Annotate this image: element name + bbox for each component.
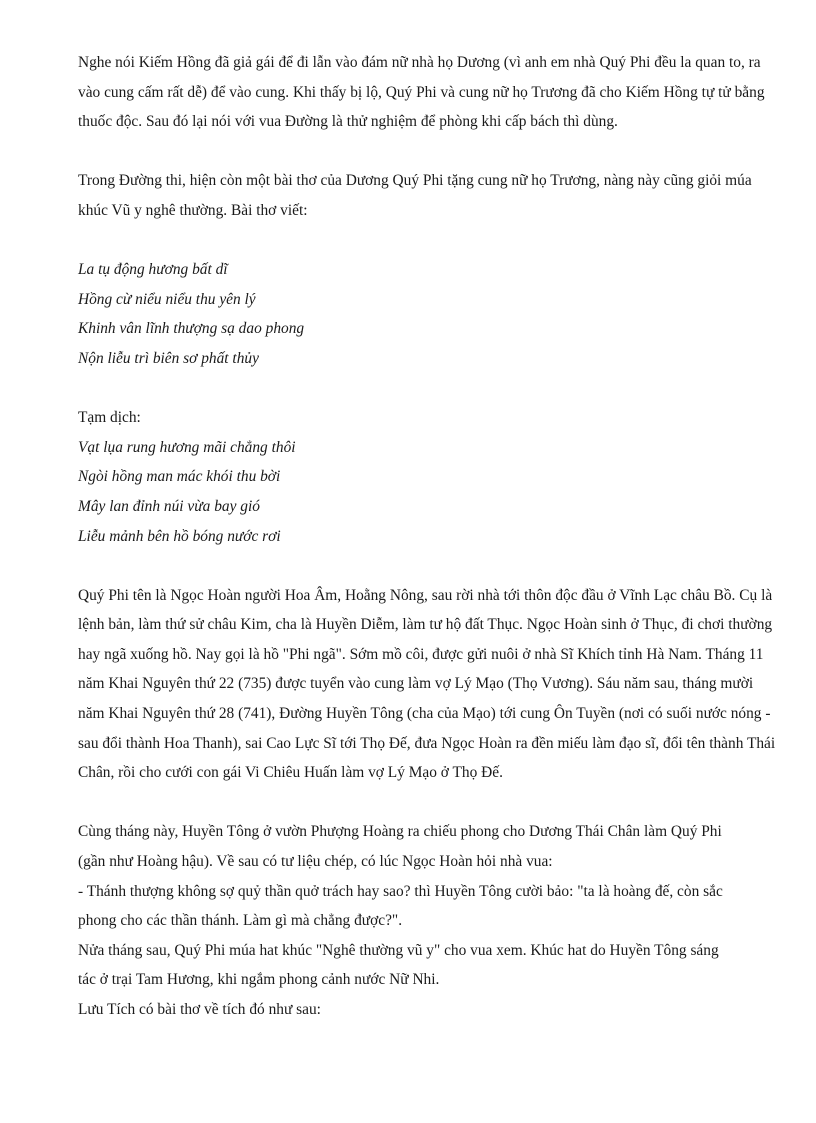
paragraph-ngoc-hoan-bio: Quý Phi tên là Ngọc Hoàn người Hoa Âm, Hoằng Nông, sau rời nhà tới thôn độc đầu ở Vĩnh Lạc châu Bồ. Cụ là lệnh bản, làm thứ sử châu Kim, cha là Huyền Diễm, làm tư hộ đất Thục. Ngọc Hoàn sinh ở Thục, đi chơi thường hay ngã xuống hồ. Nay gọi là hồ "Phi ngã". Sớm mồ côi, được gửi nuôi ở nhà Sĩ Khích tỉnh Hà Nam. Tháng 11 năm Khai Nguyên thứ 22 (735) được tuyển vào cung làm vợ Lý Mạo (Thọ Vương). Sáu năm sau, tháng mười năm Khai Nguyên thứ 28 (741), Đường Huyền Tông (cha của Mạo) tới cung Ôn Tuyền (nơi có suối nước nóng - sau đổi thành Hoa Thanh), sai Cao Lực Sĩ tới Thọ Đế, đưa Ngọc Hoàn ra đền miếu làm đạo sĩ, đổi tên thành Thái Chân, rồi cho cưới con gái Vi Chiêu Huấn làm vợ Lý Mạo ở Thọ Đế. bbox=[78, 586, 776, 782]
text-line: tác ở trại Tam Hương, khi ngắm phong cảnh nước Nữ Nhi. bbox=[78, 971, 440, 989]
text-line: (gần như Hoàng hậu). Về sau có tư liệu chép, có lúc Ngọc Hoàn hỏi nhà vua: bbox=[78, 853, 553, 871]
document-page bbox=[78, 48, 778, 1025]
poem-original-line: La tụ động hương bất dĩ bbox=[78, 261, 228, 279]
poem-original-line: Khinh vân lĩnh thượng sạ dao phong bbox=[78, 320, 305, 338]
poem-original-line: Hồng cừ niểu niểu thu yên lý bbox=[78, 290, 256, 308]
text-line: Cùng tháng này, Huyền Tông ở vườn Phượng Hoàng ra chiếu phong cho Dương Thái Chân làm Quý Phi bbox=[78, 823, 722, 841]
paragraph-duong-thi: Trong Đường thi, hiện còn một bài thơ của Dương Quý Phi tặng cung nữ họ Trương, nàng này cũng giỏi múa khúc Vũ y nghê thường. Bài thơ viết: bbox=[78, 172, 752, 219]
paragraph-kiem-hong: Nghe nói Kiếm Hồng đã giả gái để đi lẫn vào đám nữ nhà họ Dương (vì anh em nhà Quý Phi đều la quan to, ra vào cung cấm rất dễ) để vào cung. Khi thấy bị lộ, Quý Phi và cung nữ họ Trương đã cho Kiếm Hồng tự tử bằng thuốc độc. Sau đó lại nói với vua Đường là thử nghiệm để phòng khi cấp bách thì dùng. bbox=[78, 54, 765, 131]
poem-translation-block bbox=[78, 403, 778, 551]
poem-translation-line: Ngòi hồng man mác khói thu bời bbox=[78, 468, 281, 486]
text-line: Lưu Tích có bài thơ về tích đó như sau: bbox=[78, 1001, 321, 1018]
poem-translation-line: Mây lan đỉnh núi vừa bay gió bbox=[78, 497, 260, 515]
translation-label: Tạm dịch: bbox=[78, 409, 141, 427]
poem-original bbox=[78, 255, 778, 373]
text-line: phong cho các thần thánh. Làm gì mà chẳng được?". bbox=[78, 912, 403, 930]
poem-translation-line: Vạt lụa rung hương mãi chẳng thôi bbox=[78, 438, 296, 456]
text-line: - Thánh thượng không sợ quỷ thần quở trách hay sao? thì Huyền Tông cười bảo: "ta là hoàng đế, còn sắc bbox=[78, 882, 723, 900]
poem-translation-line: Liễu mảnh bên hồ bóng nước rơi bbox=[78, 527, 281, 545]
paragraph-quy-phi-coronation bbox=[78, 817, 778, 1024]
poem-original-line: Nộn liễu trì biên sơ phất thủy bbox=[78, 349, 259, 367]
text-line: Nửa tháng sau, Quý Phi múa hat khúc "Nghê thường vũ y" cho vua xem. Khúc hat do Huyền Tông sáng bbox=[78, 941, 719, 959]
